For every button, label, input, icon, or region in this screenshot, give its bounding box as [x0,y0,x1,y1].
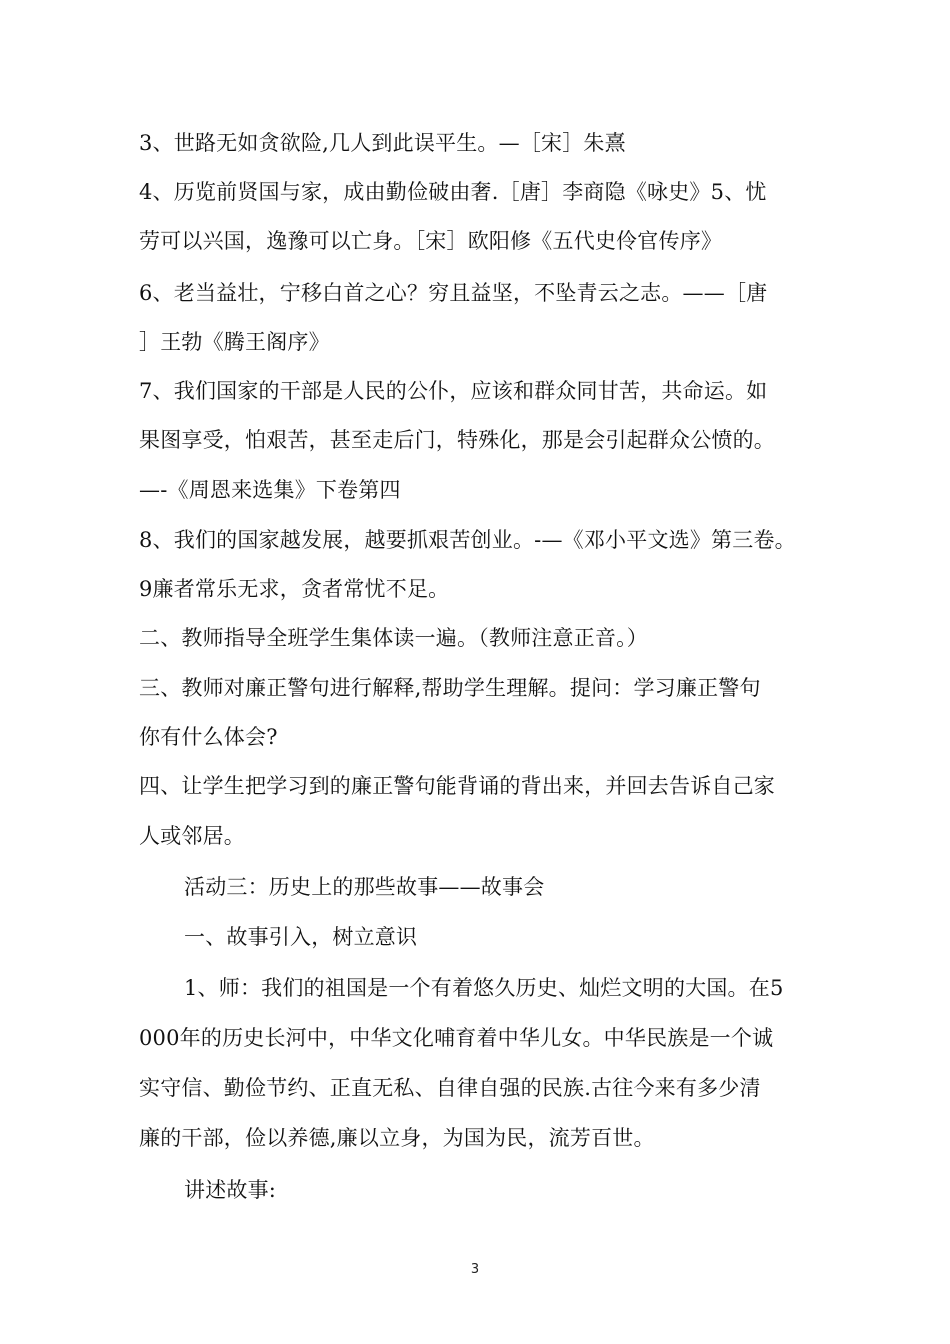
story-heading: 讲述故事: [184,1178,277,1202]
quote-line-7-continued: 果图享受，怕艰苦，甚至走后门，特殊化，那是会引起群众公愤的。 [139,428,775,452]
quote-line-9: 9廉者常乐无求，贪者常忧不足。 [139,577,450,601]
teacher-paragraph-line-2: 000年的历史长河中，中华文化哺育着中华儿女。中华民族是一个诚 [139,1026,774,1050]
step-four-line: 四、让学生把学习到的廉正警句能背诵的背出来，并回去告诉自己家 [139,774,775,798]
teacher-paragraph-line-4: 廉的干部，俭以养德,廉以立身，为国为民，流芳百世。 [139,1126,655,1150]
quote-line-7-source: —-《周恩来选集》下卷第四 [139,478,401,502]
quote-line-6: 6、老当益壮，宁移白首之心？穷且益坚，不坠青云之志。——［唐 [139,281,768,305]
quote-line-6-continued: ］王勃《腾王阁序》 [139,330,330,354]
quote-line-7: 7、我们国家的干部是人民的公仆，应该和群众同甘苦，共命运。如 [139,379,768,403]
page-number: 3 [470,1262,480,1277]
quote-line-4: 4、历览前贤国与家，成由勤俭破由奢.［唐］李商隐《咏史》5、忧 [139,180,767,204]
step-three-line: 三、教师对廉正警句进行解释,帮助学生理解。提问：学习廉正警句 [139,676,761,700]
step-three-line-continued: 你有什么体会? [139,725,278,749]
activity-three-heading: 活动三：历史上的那些故事——故事会 [184,875,545,899]
teacher-paragraph-line-1: 1、师：我们的祖国是一个有着悠久历史、灿烂文明的大国。在5 [184,976,784,1000]
quote-line-3: 3、世路无如贪欲险,几人到此误平生。—［宋］朱熹 [139,131,626,155]
step-four-line-continued: 人或邻居。 [139,824,245,848]
quote-line-4-continued: 劳可以兴国，逸豫可以亡身。［宋］欧阳修《五代史伶官传序》 [139,229,723,253]
teacher-paragraph-line-3: 实守信、勤俭节约、正直无私、自律自强的民族.古往今来有多少清 [139,1076,761,1100]
quote-line-8: 8、我们的国家越发展，越要抓艰苦创业。-—《邓小平文选》第三卷。 [139,528,796,552]
section-one-heading: 一、故事引入，树立意识 [184,925,418,949]
step-two-line: 二、教师指导全班学生集体读一遍。（教师注意正音。） [139,626,648,650]
